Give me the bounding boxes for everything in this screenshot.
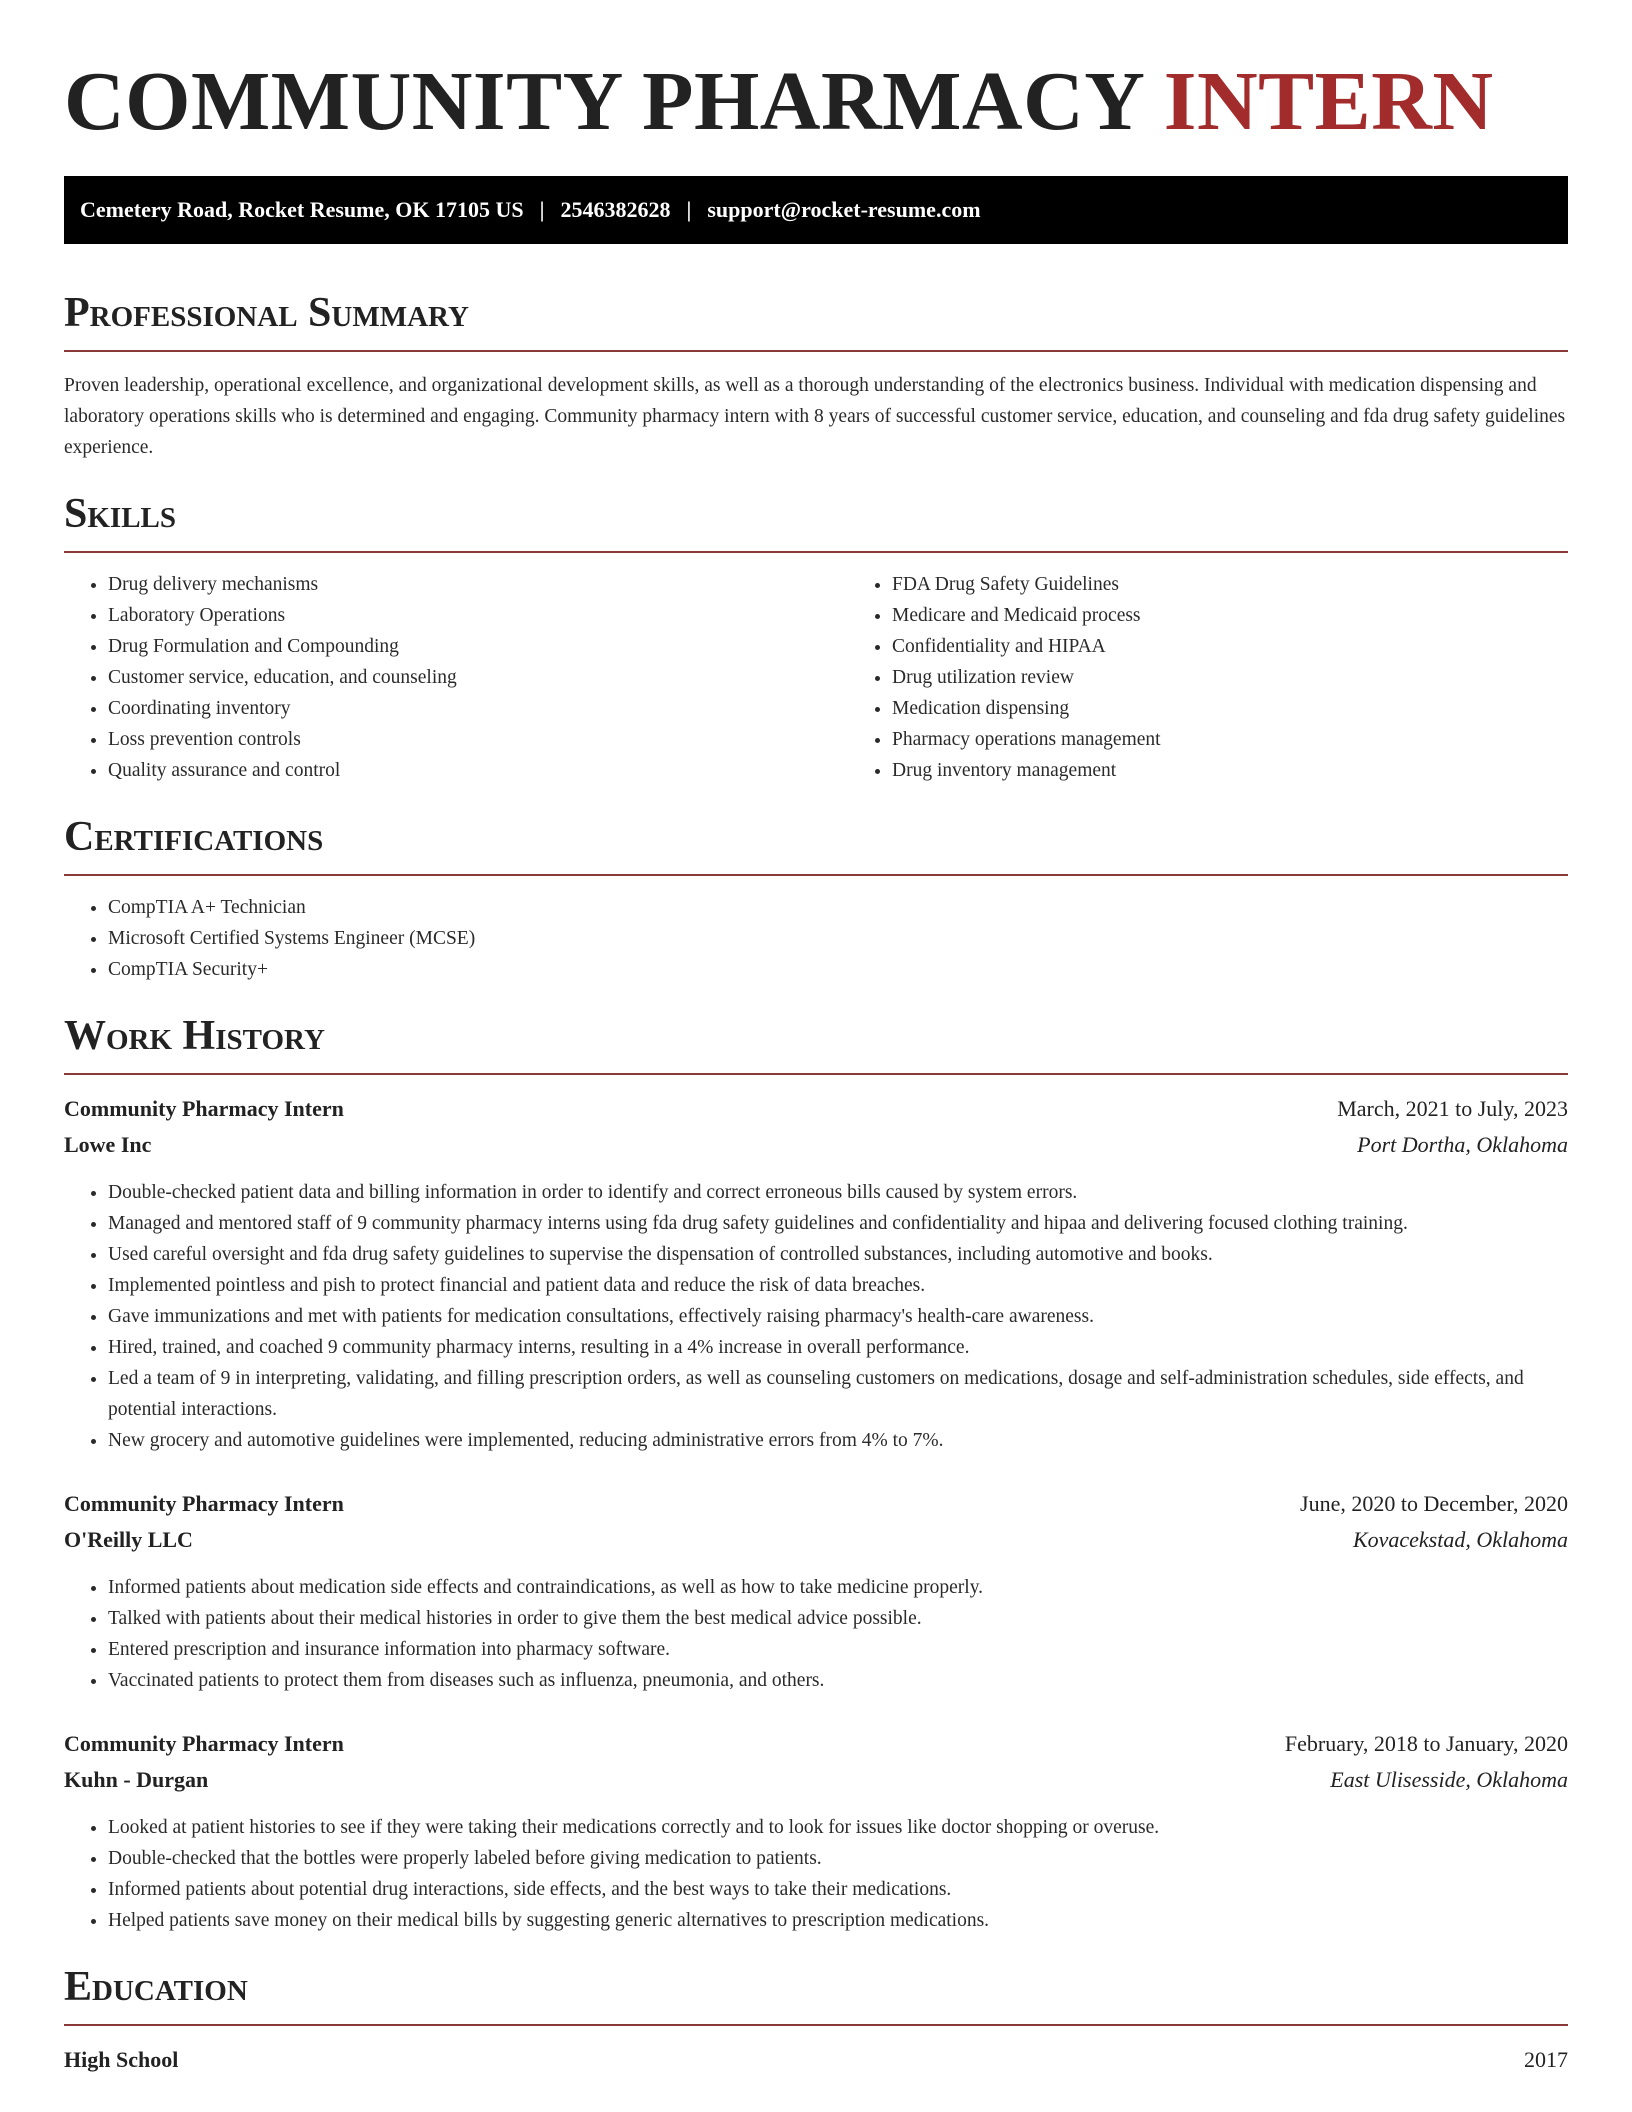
skills-list-right	[848, 569, 1568, 786]
job-company: O'Reilly LLC	[64, 1527, 193, 1552]
job-title: Community Pharmacy Intern	[64, 1491, 344, 1516]
certification-item: • CompTIA A+ Technician	[108, 892, 1568, 923]
skill-item: • Confidentiality and HIPAA	[892, 631, 1568, 662]
resume-title	[64, 0, 1568, 150]
job-bullet: • Informed patients about potential drug interactions, side effects, and the best ways to take their medications.	[108, 1874, 1568, 1905]
section-title: Work History	[64, 1013, 1568, 1075]
skill-item: • Loss prevention controls	[108, 724, 848, 755]
skill-item: • Pharmacy operations management	[892, 724, 1568, 755]
job-bullet: • Helped patients save money on their medical bills by suggesting generic alternatives to prescription medications.	[108, 1905, 1568, 1936]
job-company-row	[64, 1127, 1568, 1163]
job-bullet: • Managed and mentored staff of 9 community pharmacy interns using fda drug safety guidelines and confidentiality and hipaa and delivering focused clothing training.	[108, 1208, 1568, 1239]
job-bullet: • Implemented pointless and pish to protect financial and patient data and reduce the risk of data breaches.	[108, 1270, 1568, 1301]
skills-list-left	[64, 569, 848, 786]
certification-item: • CompTIA Security+	[108, 954, 1568, 985]
contact-separator: |	[686, 197, 692, 222]
job-dates: February, 2018 to January, 2020	[1284, 1731, 1568, 1756]
summary-text: Proven leadership, operational excellence, and organizational development skills, as well as a thorough understanding of the electronics business. Individual with medication dispensing and laboratory operations skills who is determined and engaging. Community pharmacy intern with 8 years of successful customer service, education, and counseling and fda drug safety guidelines experience.	[64, 375, 1566, 458]
skill-item: • Drug inventory management	[892, 755, 1568, 786]
job-bullet: • Led a team of 9 in interpreting, validating, and filling prescription orders, as well as counseling customers on medications, dosage and self-administration schedules, side effects, and potential interactions.	[108, 1363, 1568, 1425]
skill-item: • Laboratory Operations	[108, 600, 848, 631]
skill-item: • Drug Formulation and Compounding	[108, 631, 848, 662]
job-bullet: • Looked at patient histories to see if they were taking their medications correctly and to look for issues like doctor shopping or overuse.	[108, 1812, 1568, 1843]
job-bullets	[64, 1572, 1568, 1696]
skill-item: • Quality assurance and control	[108, 755, 848, 786]
certifications-section	[64, 814, 1568, 985]
job-entry	[64, 1486, 1568, 1696]
job-company: Lowe Inc	[64, 1132, 152, 1157]
job-title: Community Pharmacy Intern	[64, 1731, 344, 1756]
education-row	[64, 2042, 1568, 2078]
section-title: Skills	[64, 491, 1568, 553]
job-bullet: • Talked with patients about their medical histories in order to give them the best medical advice possible.	[108, 1603, 1568, 1634]
work-history-section	[64, 1013, 1568, 1936]
certifications-list	[64, 892, 1568, 985]
job-location: Port Dortha, Oklahoma	[1357, 1132, 1568, 1157]
skill-item: • Drug delivery mechanisms	[108, 569, 848, 600]
section-title: Certifications	[64, 814, 1568, 876]
job-bullet: • Used careful oversight and fda drug safety guidelines to supervise the dispensation of controlled substances, including automotive and books.	[108, 1239, 1568, 1270]
job-bullet: • Entered prescription and insurance information into pharmacy software.	[108, 1634, 1568, 1665]
contact-email: support@rocket-resume.com	[707, 197, 981, 222]
summary-section	[64, 290, 1568, 463]
job-header-row	[64, 1486, 1568, 1522]
job-title: Community Pharmacy Intern	[64, 1096, 344, 1121]
job-bullet: • Double-checked patient data and billing information in order to identify and correct erroneous bills caused by system errors.	[108, 1177, 1568, 1208]
job-location: East Ulisesside, Oklahoma	[1330, 1767, 1568, 1792]
job-company-row	[64, 1522, 1568, 1558]
skill-item: • Medication dispensing	[892, 693, 1568, 724]
job-bullets	[64, 1177, 1568, 1456]
job-bullet: • Informed patients about medication side effects and contraindications, as well as how to take medicine properly.	[108, 1572, 1568, 1603]
job-bullet: • Vaccinated patients to protect them from diseases such as influenza, pneumonia, and others.	[108, 1665, 1568, 1696]
skill-item: • Coordinating inventory	[108, 693, 848, 724]
skill-item: • FDA Drug Safety Guidelines	[892, 569, 1568, 600]
skill-item: • Customer service, education, and counseling	[108, 662, 848, 693]
job-company-row	[64, 1762, 1568, 1798]
certification-item: • Microsoft Certified Systems Engineer (MCSE)	[108, 923, 1568, 954]
title-accent: INTERN	[1163, 55, 1494, 148]
title-main: COMMUNITY PHARMACY	[64, 55, 1164, 148]
job-bullet: • Double-checked that the bottles were properly labeled before giving medication to patients.	[108, 1843, 1568, 1874]
job-header-row	[64, 1726, 1568, 1762]
job-bullet: • New grocery and automotive guidelines were implemented, reducing administrative errors from 4% to 7%.	[108, 1425, 1568, 1456]
job-entry	[64, 1726, 1568, 1936]
job-company: Kuhn - Durgan	[64, 1767, 209, 1792]
job-header-row	[64, 1091, 1568, 1127]
job-bullets	[64, 1812, 1568, 1936]
job-entry	[64, 1091, 1568, 1456]
contact-address: Cemetery Road, Rocket Resume, OK 17105 US	[80, 197, 524, 222]
skill-item: • Drug utilization review	[892, 662, 1568, 693]
skills-grid	[64, 553, 1568, 786]
job-location: Kovacekstad, Oklahoma	[1352, 1527, 1568, 1552]
skill-item: • Medicare and Medicaid process	[892, 600, 1568, 631]
job-bullet: • Gave immunizations and met with patients for medication consultations, effectively raising pharmacy's health-care awareness.	[108, 1301, 1568, 1332]
contact-separator: |	[539, 197, 545, 222]
job-bullet: • Hired, trained, and coached 9 community pharmacy interns, resulting in a 4% increase in overall performance.	[108, 1332, 1568, 1363]
education-year: 2017	[1524, 2047, 1568, 2072]
section-title: Professional Summary	[64, 290, 1568, 352]
skills-section	[64, 491, 1568, 786]
contact-phone: 2546382628	[560, 197, 671, 222]
education-section	[64, 1964, 1568, 2078]
job-dates: March, 2021 to July, 2023	[1337, 1096, 1568, 1121]
job-dates: June, 2020 to December, 2020	[1300, 1491, 1568, 1516]
section-title: Education	[64, 1964, 1568, 2026]
education-degree: High School	[64, 2047, 179, 2072]
contact-bar	[64, 176, 1568, 244]
